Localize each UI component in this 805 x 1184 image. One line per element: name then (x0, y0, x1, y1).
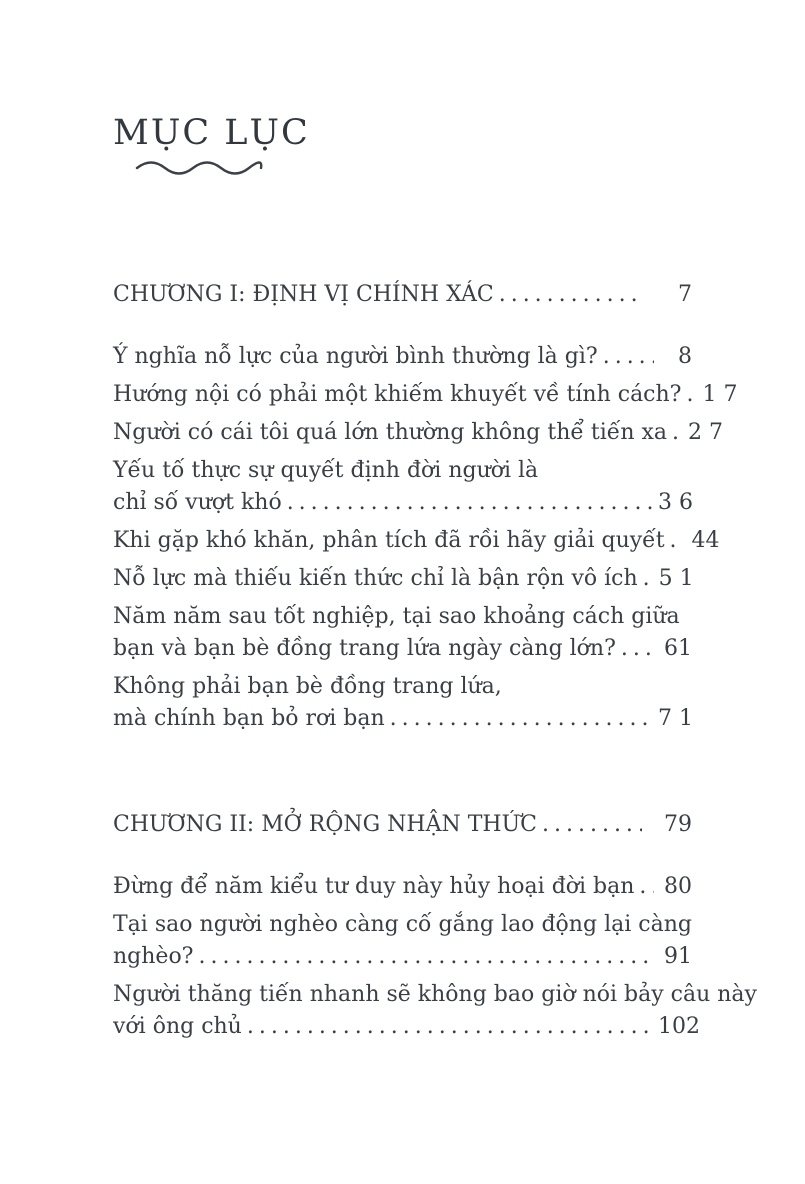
toc-entry-line: Yếu tố thực sự quyết định đời người là (113, 458, 539, 483)
dot-leader (670, 525, 682, 557)
toc-entry-text: Hướng nội có phải một khiếm khuyết về tính cách? (113, 382, 682, 407)
entry-page-number: 44 (691, 528, 720, 553)
toc-entry-last-line (113, 871, 692, 903)
entry-page-number: 1 7 (702, 382, 738, 407)
chapter-title: CHƯƠNG II: MỞ RỘNG NHẬN THỨC (113, 812, 537, 837)
toc-entry-line: Năm năm sau tốt nghiệp, tại sao khoảng cách giữa (113, 604, 680, 629)
chapter-heading-row (113, 279, 692, 311)
toc-entry-last-line (113, 1011, 700, 1043)
toc-entry (113, 563, 692, 595)
dot-leader (643, 563, 655, 595)
dot-leader (287, 487, 654, 519)
toc-entry-last-line (113, 417, 724, 449)
entry-page-number: 2 7 (688, 420, 724, 445)
wavy-underline-icon (135, 160, 263, 175)
toc-entry-text: Đừng để năm kiểu tư duy này hủy hoại đời bạn (113, 874, 635, 899)
toc-entry-last-line (113, 703, 692, 735)
dot-leader (621, 633, 654, 665)
entry-page-number: 102 (658, 1014, 700, 1039)
toc-entry-last-line (113, 525, 720, 557)
toc-entry-text: nghèo? (113, 944, 194, 969)
toc-entry (113, 455, 692, 519)
toc-entry (113, 341, 692, 373)
toc-entry (113, 909, 692, 973)
toc-entry-text: Người có cái tôi quá lớn thường không thể tiến xa (113, 420, 668, 445)
toc-entry-text: Khi gặp khó khăn, phân tích đã rồi hãy giải quyết (113, 528, 665, 553)
dot-leader (499, 279, 642, 311)
entry-page-number: 8 (678, 344, 692, 369)
toc-entry-line: Không phải bạn bè đồng trang lứa, (113, 674, 502, 699)
toc-section (113, 809, 757, 1043)
entry-page-number: 5 1 (658, 566, 694, 591)
toc-entry-last-line (113, 941, 692, 973)
toc-entry (113, 417, 724, 449)
toc-entry-last-line (113, 487, 692, 519)
toc-entry-last-line (113, 379, 738, 411)
chapter-page-number: 79 (664, 812, 692, 837)
toc-entry-text: với ông chủ (113, 1014, 242, 1039)
toc-entry-text: Ý nghĩa nỗ lực của người bình thường là gì? (113, 344, 598, 369)
entry-page-number: 3 6 (658, 490, 693, 515)
page-title: MỤC LỤC (113, 113, 310, 153)
dot-leader (686, 379, 698, 411)
toc-entry-line: Người thăng tiến nhanh sẽ không bao giờ nói bảy câu này (113, 982, 757, 1007)
entry-page-number: 80 (664, 874, 692, 899)
toc-entry (113, 601, 692, 665)
entry-page-number: 91 (664, 944, 692, 969)
toc-entry-text: bạn và bạn bè đồng trang lứa ngày càng lớn? (113, 636, 616, 661)
toc-entry (113, 671, 692, 735)
toc-entry-last-line (113, 341, 692, 373)
toc-entry-text: Nỗ lực mà thiếu kiến thức chỉ là bận rộn vô ích (113, 566, 638, 591)
chapter-title: CHƯƠNG I: ĐỊNH VỊ CHÍNH XÁC (113, 282, 494, 307)
toc-entry-last-line (113, 633, 692, 665)
entry-page-number: 7 1 (658, 706, 693, 731)
table-of-contents (113, 279, 757, 1043)
dot-leader (198, 941, 654, 973)
dot-leader (672, 417, 684, 449)
dot-leader (542, 809, 642, 841)
toc-entry (113, 525, 720, 557)
toc-entry (113, 379, 738, 411)
toc-entry (113, 871, 692, 903)
entry-page-number: 61 (664, 636, 692, 661)
dot-leader (603, 341, 654, 373)
toc-entry-text: mà chính bạn bỏ rơi bạn (113, 706, 385, 731)
toc-entry-line: Tại sao người nghèo càng cố gắng lao động lại càng (113, 912, 692, 937)
chapter-page-number: 7 (678, 282, 692, 307)
toc-entry (113, 979, 757, 1043)
toc-section (113, 279, 738, 735)
toc-entry-last-line (113, 563, 692, 595)
toc-entry-text: chỉ số vượt khó (113, 490, 282, 515)
dot-leader (247, 1011, 654, 1043)
page-header (113, 112, 692, 175)
dot-leader (639, 871, 654, 903)
dot-leader (390, 703, 654, 735)
chapter-heading-row (113, 809, 692, 841)
